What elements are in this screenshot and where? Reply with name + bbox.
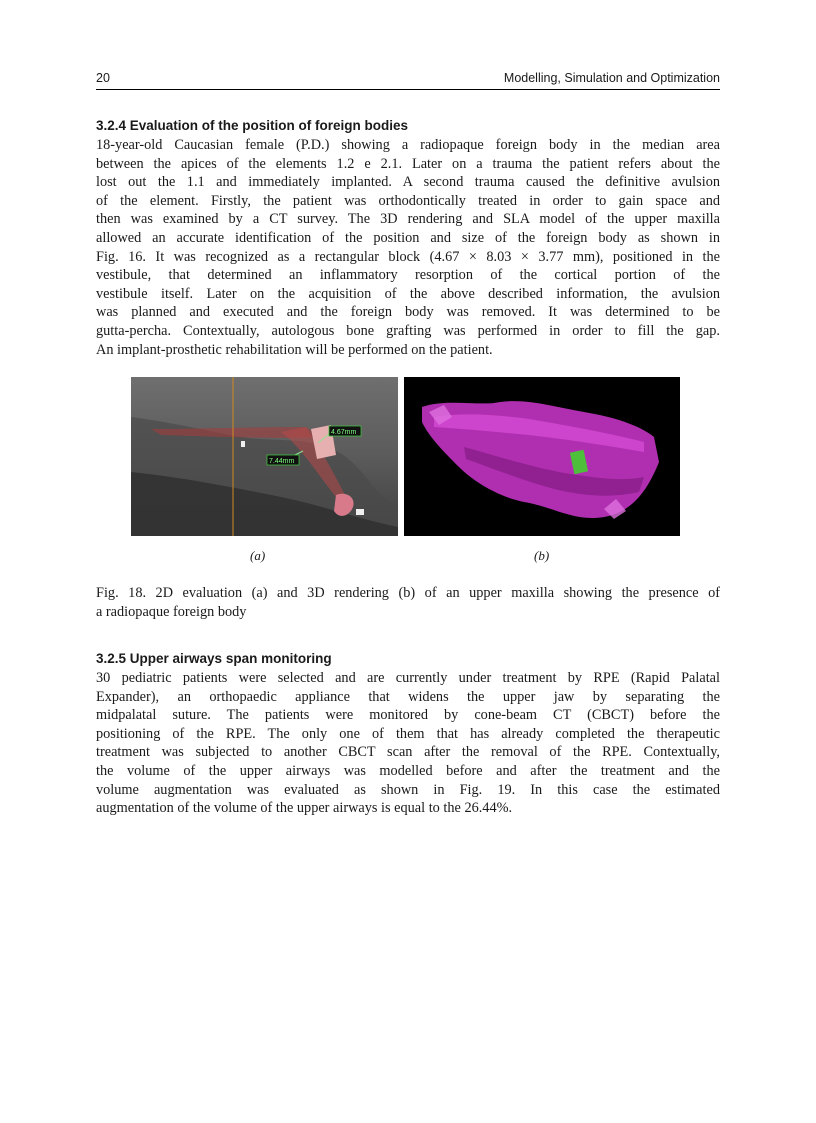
page-number: 20 <box>96 71 110 85</box>
text-line: the volume of the upper airways was modelled before and after the treatment and the <box>96 762 720 779</box>
running-header <box>96 71 720 90</box>
text-line: then was examined by a CT survey. The 3D rendering and SLA model of the upper maxilla <box>96 211 720 228</box>
text-line: midpalatal suture. The patients were monitored by cone-beam CT (CBCT) before the <box>96 707 720 724</box>
text-line: treatment was subjected to another CBCT scan after the removal of the RPE. Contextually, <box>96 744 720 761</box>
text-line: vestibule itself. Later on the acquisition of the above described information, the avulsion <box>96 285 720 302</box>
measurement-label-1: 4.67mm <box>331 429 357 436</box>
text-line: 30 pediatric patients were selected and are currently under treatment by RPE (Rapid Palatal <box>96 670 720 686</box>
text-line: gutta-percha. Contextually, autologous bone grafting was performed in order to fill the gap. <box>96 322 720 339</box>
text-line: vestibule, that determined an inflammatory resorption of the cortical portion of the <box>96 267 720 284</box>
text-line: 18-year-old Caucasian female (P.D.) showing a radiopaque foreign body in the median area <box>96 137 720 153</box>
text-line: Fig. 16. It was recognized as a rectangular block (4.67 × 8.03 × 3.77 mm), positioned in the <box>96 248 720 265</box>
measurement-label-2: 7.44mm <box>269 458 295 465</box>
text-line: augmentation of the volume of the upper airways is equal to the 26.44%. <box>96 800 513 817</box>
text-line: between the apices of the elements 1.2 e 2.1. Later on a trauma the patient refers about the <box>96 155 720 172</box>
subfigure-label-b: (b) <box>534 548 550 563</box>
3d-rendering-image <box>404 377 680 536</box>
figure-caption <box>96 584 720 622</box>
text-line: lost out the 1.1 and immediately implanted. A second trauma caused the definitive avulsion <box>96 174 720 191</box>
paragraph-3-2-5 <box>96 669 720 818</box>
text-line: was planned and executed and the foreign body was removed. It was determined to be <box>96 304 720 321</box>
text-line: positioning of the RPE. The only one of them that has already completed the therapeutic <box>96 725 720 742</box>
text-line: of the element. Firstly, the patient was orthodontically treated in order to gain space and <box>96 192 720 209</box>
section-title-3-2-4: 3.2.4 Evaluation of the position of foreign bodies <box>96 118 409 133</box>
section-title-3-2-5: 3.2.5 Upper airways span monitoring <box>96 651 332 666</box>
ct-slice-image <box>131 377 398 536</box>
text-line: An implant-prosthetic rehabilitation will be performed on the patient. <box>96 341 493 358</box>
caption-line: a radiopaque foreign body <box>96 604 247 620</box>
caption-line: Fig. 18. 2D evaluation (a) and 3D rendering (b) of an upper maxilla showing the presence of <box>96 585 720 601</box>
paragraph-3-2-4 <box>96 136 720 359</box>
text-line: Expander), an orthopaedic appliance that widens the upper jaw by separating the <box>96 688 720 705</box>
running-title: Modelling, Simulation and Optimization <box>503 71 720 85</box>
text-line: volume augmentation was evaluated as shown in Fig. 19. In this case the estimated <box>96 781 720 798</box>
subfigure-label-a: (a) <box>250 548 266 563</box>
text-line: allowed an accurate identification of the position and size of the foreign body as shown in <box>96 229 720 246</box>
